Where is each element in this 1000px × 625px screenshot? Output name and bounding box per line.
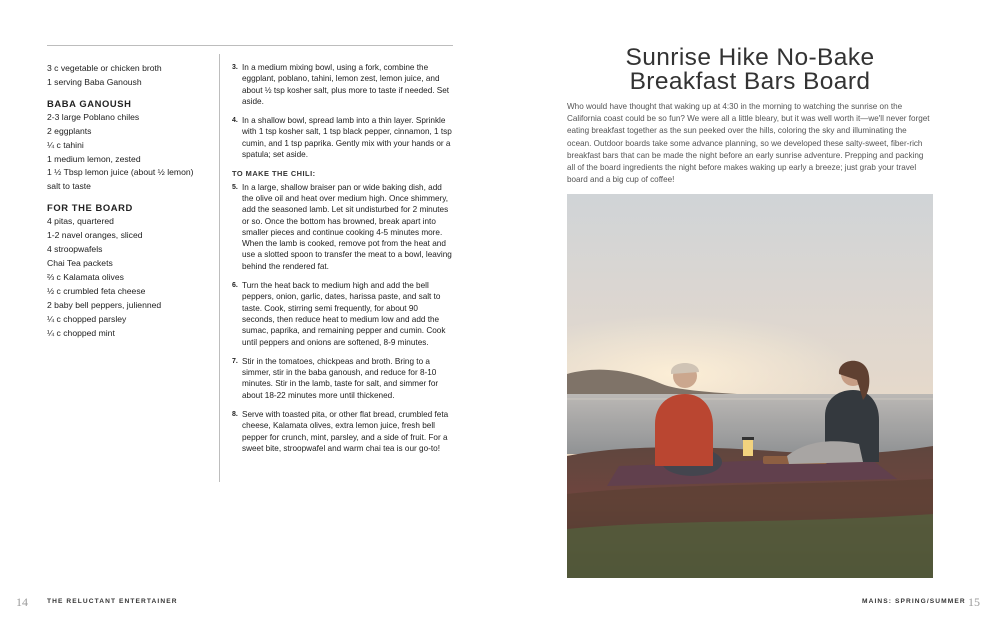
step-number: 6.: [232, 282, 238, 290]
column-divider: [219, 54, 220, 482]
running-footer-right: MAINS: SPRING/SUMMER: [862, 598, 966, 605]
step-text: Serve with toasted pita, or other flat bread, crumbled feta cheese, Kalamata olives, extra lemon juice, fresh bell pepper for crunch, mint, parsley, and a side of fruit. For a sweet bite, stroopwafel and warm chai tea is our go-to!: [242, 410, 449, 453]
step-number: 4.: [232, 117, 238, 125]
step-4: [232, 115, 452, 160]
step-number: 7.: [232, 357, 238, 365]
ingredients-column: [47, 62, 212, 340]
ingredient-item: 1-2 navel oranges, sliced: [47, 230, 143, 241]
method-column: [232, 62, 452, 462]
step-text: Stir in the tomatoes, chickpeas and broth. Bring to a simmer, stir in the baba ganoush, and reduce for 8-10 minutes. Stir in the lamb, taste for salt, and simmer for about 18-22 minutes more until thickened.: [242, 356, 439, 400]
ingredient-item: 4 stroopwafels: [47, 244, 103, 255]
ingredient-item: ¼ c tahini: [47, 139, 84, 150]
recipe-title-line-1: Sunrise Hike No-Bake: [625, 44, 875, 71]
ingredient-item: ¼ c chopped parsley: [47, 313, 127, 324]
ingredient-item: 2 eggplants: [47, 125, 92, 136]
step-6: [232, 280, 452, 348]
step-number: 5.: [232, 183, 238, 191]
step-number: 8.: [232, 411, 238, 419]
recipe-intro: Who would have thought that waking up at 4:30 in the morning to watching the sunrise on the California coast could be so fun? We were all a little bleary, but it was well worth it—we'll never forget eating breakfast together as the sun peeked over the hills, coloring the sky and illuminating the ocean. Outdoor boards take some advance planning, so we developed these salty-sweet, fiber-rich breakfast bars that can be made the night before an early sunrise adventure. Prepping and packing all of the board ingredients the night before makes waking up early a breeze; just grab your travel board and a big cup of coffee!: [567, 102, 930, 185]
top-rule: [47, 45, 453, 46]
step-5: [232, 182, 452, 272]
page-number-right: 15: [968, 595, 980, 609]
ingredient-item: 2 baby bell peppers, julienned: [47, 299, 162, 310]
section-heading-baba-ganoush: BABA GANOUSH: [47, 97, 132, 109]
ingredient-item: salt to taste: [47, 181, 91, 192]
step-7: [232, 356, 452, 401]
ingredient-item: 4 pitas, quartered: [47, 216, 114, 227]
step-3: [232, 62, 452, 107]
step-text: In a large, shallow braiser pan or wide baking dish, add the olive oil and heat over medium high. Once shimmery, add the seasoned lamb. Let sit undisturbed for 2 minutes or so. Once the bottom has browned, break apart into smaller pieces and continue cooking 4-5 minutes more. When the lamb is cooked, remove pot from the heat and use a slotted spoon to transfer the meat to a bowl, leaving behind the rendered fat.: [242, 182, 452, 271]
ingredient-item: 1 medium lemon, zested: [47, 153, 141, 164]
chili-subheading: TO MAKE THE CHILI:: [232, 169, 316, 179]
ingredient-item: ⅔ c Kalamata olives: [47, 271, 124, 282]
section-heading-for-the-board: FOR THE BOARD: [47, 202, 133, 214]
recipe-title-line-2: Breakfast Bars Board: [629, 68, 871, 95]
photo-illustration: [567, 194, 933, 578]
ingredient-item: 1 ½ Tbsp lemon juice (about ½ lemon): [47, 167, 194, 178]
ingredient-item: Chai Tea packets: [47, 257, 113, 268]
running-footer-left: THE RELUCTANT ENTERTAINER: [47, 598, 178, 605]
ingredient-item: ½ c crumbled feta cheese: [47, 285, 146, 296]
step-text: In a medium mixing bowl, using a fork, combine the eggplant, poblano, tahini, lemon zest, lemon juice, and about ½ tsp kosher salt, plus more to taste if needed. Set aside.: [242, 63, 450, 106]
step-text: Turn the heat back to medium high and add the bell peppers, onion, garlic, dates, harissa paste, and salt to taste. Cook, stirring semi frequently, for about 90 seconds, then reduce heat to medium low and add the sumac, paprika, and remaining pepper and cumin. Cook until peppers and onions are softened, 8-9 minutes.: [242, 281, 446, 347]
recipe-title: [567, 46, 933, 94]
page-number-left: 14: [16, 595, 28, 609]
ingredient-item: 2-3 large Poblano chiles: [47, 111, 140, 122]
step-8: [232, 409, 452, 454]
ingredient-item: 1 serving Baba Ganoush: [47, 76, 142, 87]
sunrise-picnic-photo: [567, 194, 933, 578]
ingredient-item: ¼ c chopped mint: [47, 327, 115, 338]
step-number: 3.: [232, 64, 238, 71]
step-text: In a shallow bowl, spread lamb into a thin layer. Sprinkle with 1 tsp kosher salt, 1 tsp black pepper, cinnamon, 1 tsp cumin, and 1 tsp paprika. Gently mix with your hands or a spatula; set aside.: [242, 116, 452, 160]
ingredient-item: 3 c vegetable or chicken broth: [47, 63, 162, 73]
